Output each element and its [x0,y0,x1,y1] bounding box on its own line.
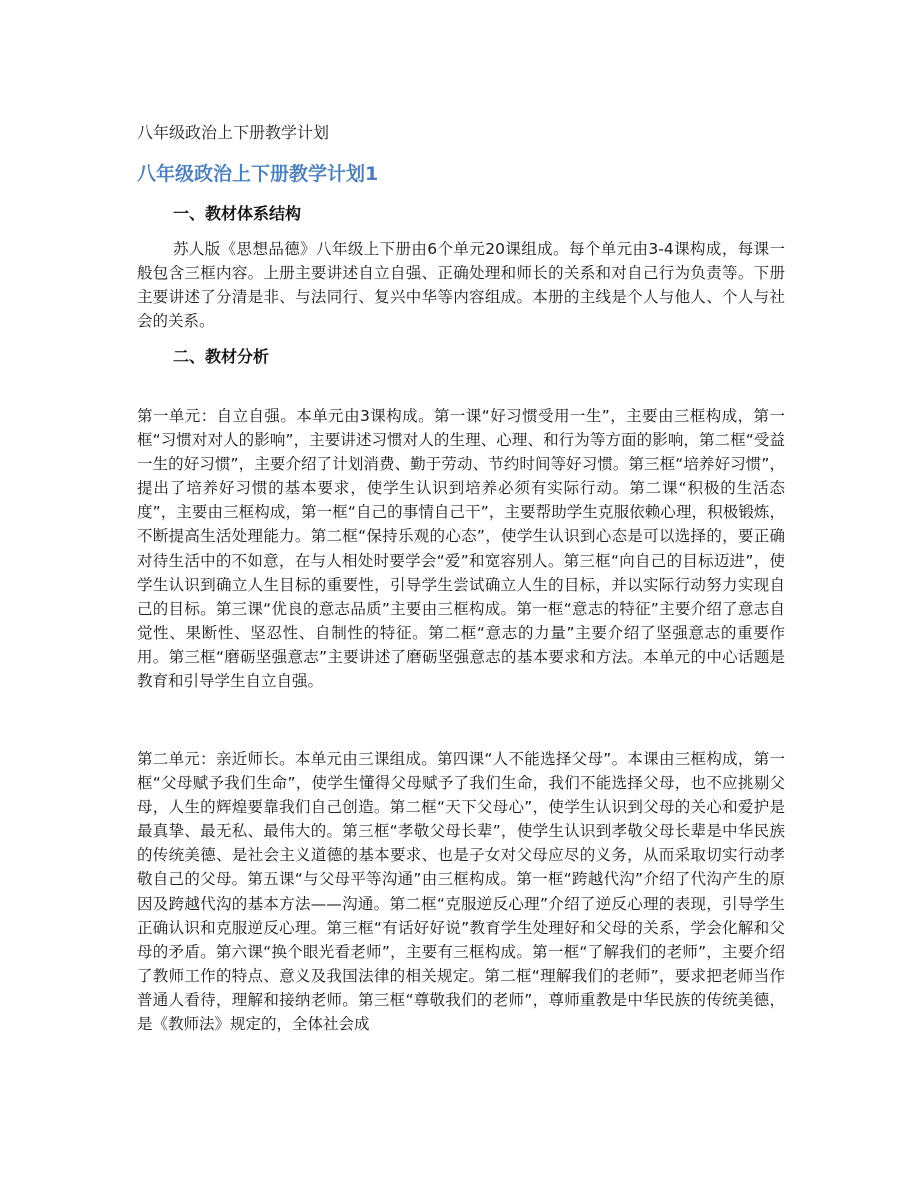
section-heading-structure: 一、教材体系结构 [173,204,302,223]
main-heading: 八年级政治上下册教学计划1 [137,163,379,185]
paragraph-unit-one: 第一单元：自立自强。本单元由3课构成。第一课“好习惯受用一生”，主要由三框构成，第一框“习惯对对人的影响”，主要讲述习惯对人的生理、心理、和行为等方面的影响，第二框“受益一生的好习惯”，主要介绍了计划消费、勤于劳动、节约时间等好习惯。第三框“培养好习惯”，提出了培养好习惯的基本要求，使学生认识到培养必须有实际行动。第二课“积极的生活态度”，主要由三框构成，第一框“自己的事情自己干”，主要帮助学生克服依赖心理，积极锻炼，不断提高生活处理能力。第二框“保持乐观的心态”，使学生认识到心态是可以选择的，要正确对待生活中的不如意，在与人相处时要学会“爱”和宽容别人。第三框“向自己的目标迈进”，使学生认识到确立人生目标的重要性，引导学生尝试确立人生的目标，并以实际行动努力实现自己的目标。第三课“优良的意志品质”主要由三框构成。第一框“意志的特征”主要介绍了意志自觉性、果断性、坚忍性、自制性的特征。第二框“意志的力量”主要介绍了坚强意志的重要作用。第三框“磨砺坚强意志”主要讲述了磨砺坚强意志的基本要求和方法。本单元的中心话题是教育和引导学生自立自强。 [137,407,785,691]
paragraph-unit-two: 第二单元：亲近师长。本单元由三课组成。第四课“人不能选择父母”。本课由三框构成，第一框“父母赋予我们生命”，使学生懂得父母赋予了我们生命，我们不能选择父母，也不应挑剔父母，人生的辉煌要靠我们自己创造。第二框“天下父母心”，使学生认识到父母的关心和爱护是最真挚、最无私、最伟大的。第三框“孝敬父母长辈”，使学生认识到孝敬父母长辈是中华民族的传统美德、是社会主义道德的基本要求、也是子女对父母应尽的义务，从而采取切实行动孝敬自己的父母。第五课“与父母平等沟通”由三框构成。第一框“跨越代沟”介绍了代沟产生的原因及跨越代沟的基本方法——沟通。第二框“克服逆反心理”介绍了逆反心理的表现，引导学生正确认识和克服逆反心理。第三框“有话好好说”教育学生处理好和父母的关系，学会化解和父母的矛盾。第六课“换个眼光看老师”，主要有三框构成。第一框“了解我们的老师”，主要介绍了教师工作的特点、意义及我国法律的相关规定。第二框“理解我们的老师”，要求把老师当作普通人看待，理解和接纳老师。第三框“尊敬我们的老师”，尊师重教是中华民族的传统美德，是《教师法》规定的，全体社会成 [137,750,785,1034]
section-heading-analysis: 二、教材分析 [173,347,270,366]
document-title: 八年级政治上下册教学计划 [137,123,330,142]
paragraph-intro: 苏人版《思想品德》八年级上下册由6个单元20课组成。每个单元由3-4课构成，每课一般包含三框内容。上册主要讲述自立自强、正确处理和师长的关系和对自己行为负责等。下册主要讲述了分清是非、与法同行、复兴中华等内容组成。本册的主线是个人与他人、个人与社会的关系。 [137,240,785,331]
